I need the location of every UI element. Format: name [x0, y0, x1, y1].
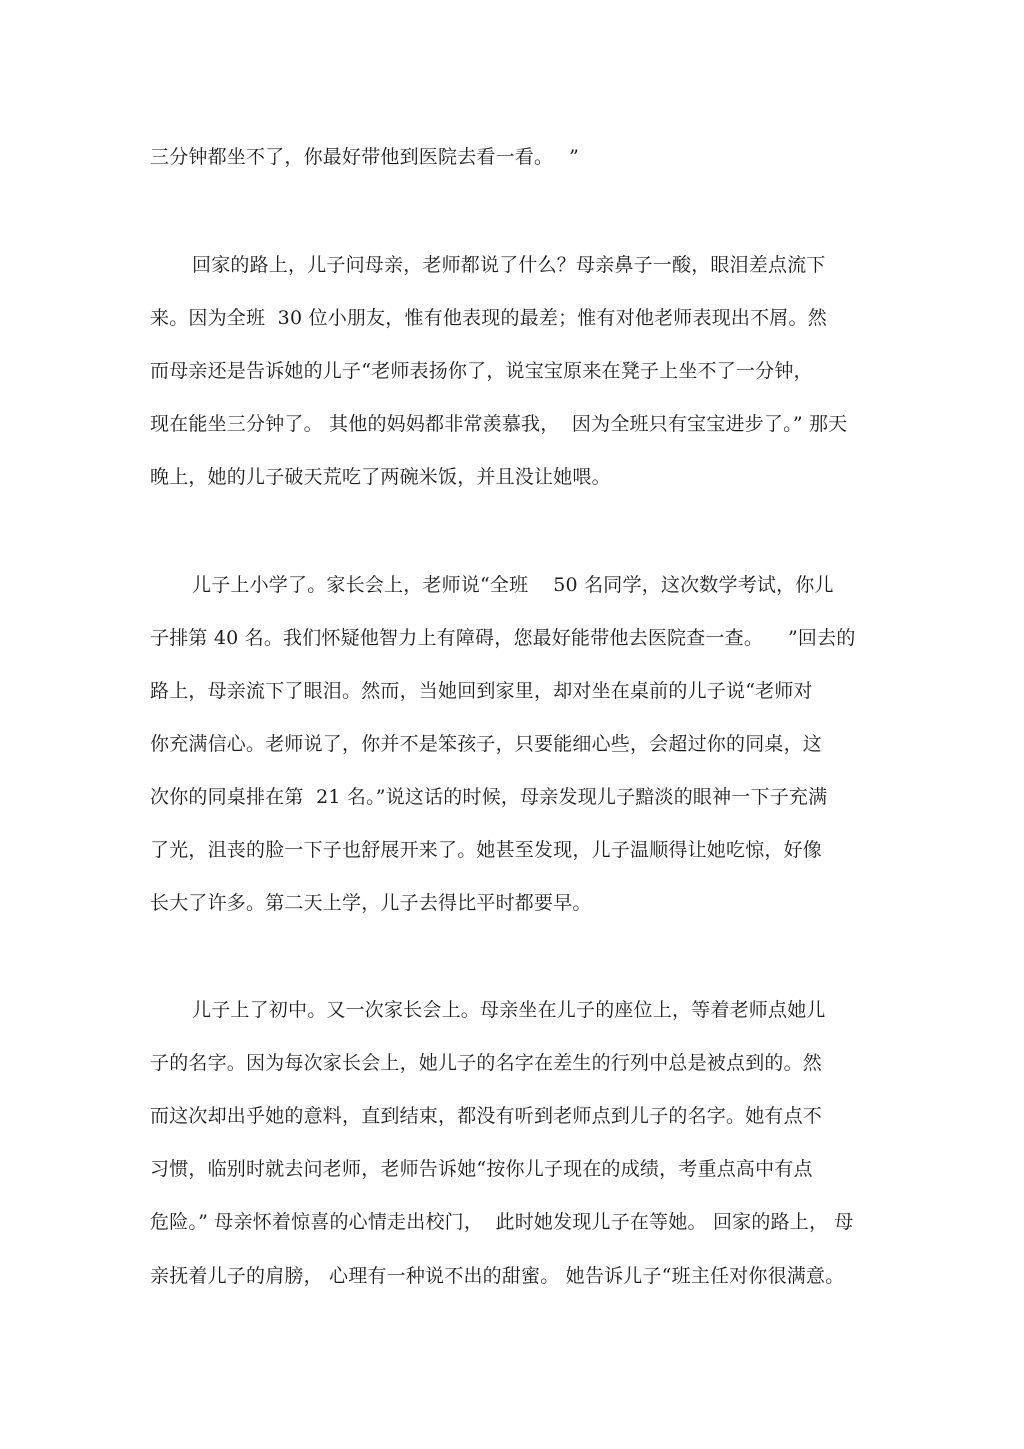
text-line: 子排第 40 名。我们怀疑他智力上有障碍，您最好能带他去医院查一查。 ”回去的: [150, 627, 856, 649]
paragraph-first-line: 回家的路上，儿子问母亲，老师都说了什么？母亲鼻子一酸，眼泪差点流下: [192, 254, 826, 276]
paragraph-first-line: 儿子上小学了。家长会上，老师说“全班 50 名同学，这次数学考试，你儿: [192, 574, 834, 596]
text-line: 而母亲还是告诉她的儿子“老师表扬你了，说宝宝原来在凳子上坐不了一分钟，: [150, 360, 813, 382]
text-line: 你充满信心。老师说了，你并不是笨孩子，只要能细心些，会超过你的同桌，这: [150, 733, 823, 755]
text-line: 现在能坐三分钟了。 其他的妈妈都非常羡慕我， 因为全班只有宝宝进步了。” 那天: [150, 413, 848, 435]
text-line: 了光，沮丧的脸一下子也舒展开来了。她甚至发现，儿子温顺得让她吃惊，好像: [150, 839, 823, 861]
text-line: 次你的同桌排在第 21 名。”说这话的时候，母亲发现儿子黯淡的眼神一下子充满: [150, 786, 828, 808]
text-line: 危险。” 母亲怀着惊喜的心情走出校门， 此时她发现儿子在等她。 回家的路上， 母: [150, 1211, 854, 1233]
text-line: 晚上，她的儿子破天荒吃了两碗米饭，并且没让她喂。: [150, 466, 611, 488]
paragraph-first-line: 儿子上了初中。又一次家长会上。母亲坐在儿子的座位上，等着老师点她儿: [192, 999, 826, 1021]
text-line: 习惯，临别时就去问老师，老师告诉她“按你儿子现在的成绩，考重点高中有点: [150, 1158, 813, 1180]
text-line: 子的名字。因为每次家长会上，她儿子的名字在差生的行列中总是被点到的。然: [150, 1052, 823, 1074]
text-line: 亲抚着儿子的肩膀， 心理有一种说不出的甜蜜。 她告诉儿子“班主任对你很满意。: [150, 1265, 845, 1287]
text-line: 三分钟都坐不了，你最好带他到医院去看一看。 ”: [150, 146, 580, 168]
text-line: 路上，母亲流下了眼泪。然而，当她回到家里，却对坐在桌前的儿子说“老师对: [150, 680, 813, 702]
text-line: 而这次却出乎她的意料，直到结束，都没有听到老师点到儿子的名字。她有点不: [150, 1105, 823, 1127]
text-line: 来。因为全班 30 位小朋友，惟有他表现的最差；惟有对他老师表现出不屑。然: [150, 307, 827, 329]
text-line: 长大了许多。第二天上学，儿子去得比平时都要早。: [150, 892, 592, 914]
